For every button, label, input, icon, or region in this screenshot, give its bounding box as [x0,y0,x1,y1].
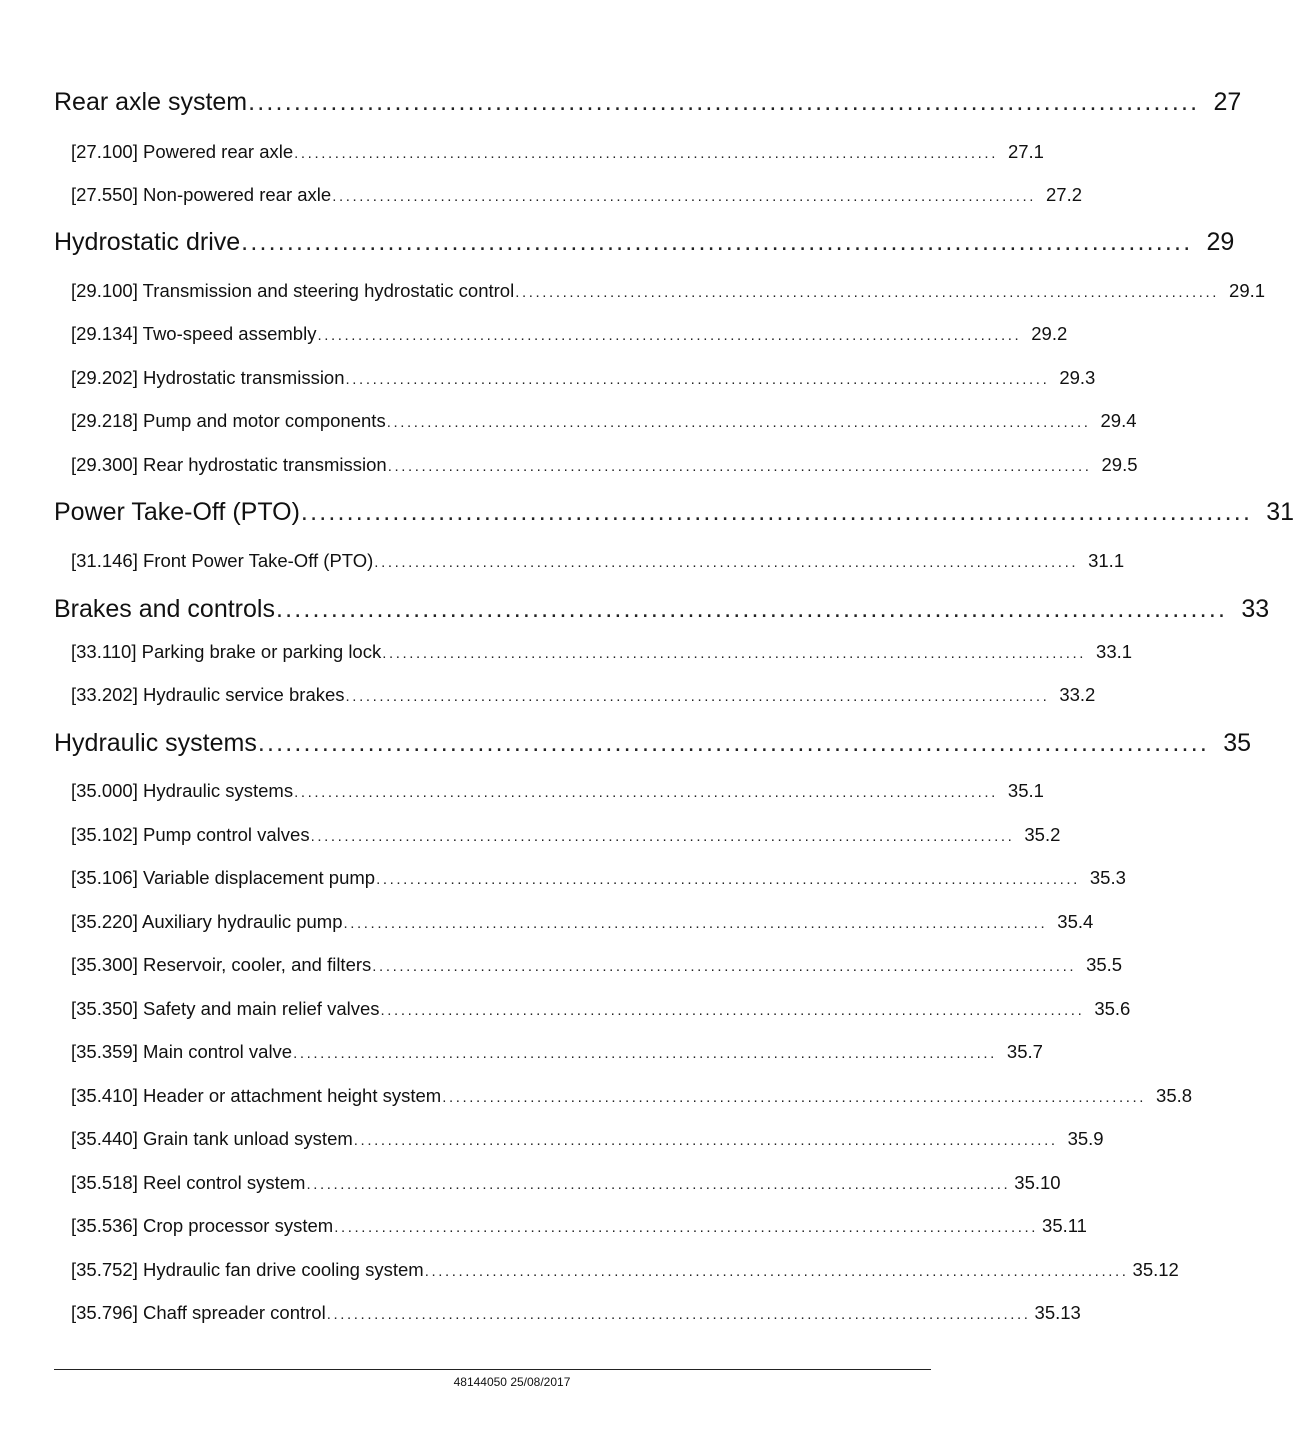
dot-leader: ........................................................................................................ [294,784,998,801]
toc-page-number[interactable]: 29.3 [1059,367,1096,388]
toc-row[interactable] [71,1128,1104,1150]
toc-page-number[interactable]: 35.5 [1086,954,1123,975]
dot-leader: ........................................................................................................ [332,188,1037,205]
toc-page-number[interactable]: 27.2 [1046,184,1083,205]
footer-rule [54,1369,931,1370]
toc-row[interactable] [71,1172,1061,1194]
toc-row[interactable] [71,1085,1193,1107]
toc-title[interactable]: Brakes and controls [54,595,275,623]
toc-row[interactable] [71,1215,1087,1237]
dot-leader: ........................................................................................................ [372,958,1077,975]
dot-leader: ........................................................................................................ [386,414,1091,431]
toc-page-number[interactable]: 35.11 [1042,1215,1087,1236]
toc-page-number[interactable]: 27 [1213,88,1242,116]
dot-leader: ........................................................................................................ [374,554,1079,571]
toc-title[interactable]: [35.410] Header or attachment height system [71,1085,442,1106]
dot-leader: ........................................................................................................ [241,228,1193,256]
toc-title[interactable]: [35.752] Hydraulic fan drive cooling system [71,1259,424,1280]
dot-leader: ........................................................................................................ [380,1002,1085,1019]
toc-page-number[interactable]: 35.12 [1132,1259,1179,1280]
toc-title[interactable]: [35.220] Auxiliary hydraulic pump [71,911,343,932]
toc-title[interactable]: [35.440] Grain tank unload system [71,1128,353,1149]
toc-title[interactable]: [29.218] Pump and motor components [71,410,386,431]
dot-leader: ........................................................................................................ [343,915,1048,932]
dot-leader: ........................................................................................................ [306,1176,1011,1193]
toc-title[interactable]: Hydraulic systems [54,729,257,757]
toc-title[interactable]: [31.146] Front Power Take-Off (PTO) [71,550,374,571]
toc-title[interactable]: [29.300] Rear hydrostatic transmission [71,454,387,475]
toc-title[interactable]: [27.100] Powered rear axle [71,141,294,162]
toc-page-number[interactable]: 35.13 [1034,1302,1081,1323]
toc-page-number[interactable]: 35 [1223,729,1251,757]
toc-row[interactable] [54,595,1270,624]
toc-page-number[interactable]: 33.1 [1096,641,1133,662]
dot-leader: ........................................................................................................ [310,828,1015,845]
toc-page-number[interactable]: 35.4 [1057,911,1094,932]
toc-row[interactable] [54,729,1251,758]
toc-title[interactable]: [35.359] Main control valve [71,1041,293,1062]
toc-title[interactable]: [29.134] Two-speed assembly [71,323,317,344]
toc-page-number[interactable]: 35.2 [1024,824,1061,845]
dot-leader: ........................................................................................................ [424,1263,1129,1280]
toc-title[interactable]: Power Take-Off (PTO) [54,498,300,526]
toc-title[interactable]: [29.202] Hydrostatic transmission [71,367,345,388]
dot-leader: ........................................................................................................ [326,1306,1031,1323]
toc-row[interactable] [71,911,1094,933]
dot-leader: ........................................................................................................ [300,498,1253,526]
toc-row[interactable] [71,454,1138,476]
toc-title[interactable]: [35.536] Crop processor system [71,1215,334,1236]
toc-page-number[interactable]: 35.1 [1007,780,1044,801]
toc-row[interactable] [71,550,1125,572]
toc-page-number[interactable]: 29.5 [1101,454,1138,475]
toc-page-number[interactable]: 35.9 [1067,1128,1104,1149]
dot-leader: ........................................................................................................ [294,145,998,162]
toc-page-number[interactable]: 35.3 [1089,867,1126,888]
toc-title[interactable]: [33.202] Hydraulic service brakes [71,684,345,705]
toc-row[interactable] [71,141,1044,163]
toc-row[interactable] [71,1041,1043,1063]
dot-leader: ........................................................................................................ [293,1045,997,1062]
toc-title[interactable]: [35.350] Safety and main relief valves [71,998,380,1019]
toc-title[interactable]: [35.000] Hydraulic systems [71,780,294,801]
dot-leader: ........................................................................................................ [353,1132,1058,1149]
dot-leader: ........................................................................................................ [257,729,1209,757]
toc-title[interactable]: [35.300] Reservoir, cooler, and filters [71,954,372,975]
toc-page-number[interactable]: 31.1 [1088,550,1125,571]
toc-title[interactable]: [35.518] Reel control system [71,1172,306,1193]
footer-doc-id: 48144050 25/08/2017 [453,1375,571,1389]
toc-row[interactable] [71,824,1061,846]
toc-page-number[interactable]: 31 [1266,498,1294,526]
toc-page-number[interactable]: 29 [1206,228,1235,256]
toc-title[interactable]: [33.110] Parking brake or parking lock [71,641,382,662]
dot-leader: ........................................................................................................ [442,1089,1147,1106]
toc-row[interactable] [71,867,1126,889]
toc-row[interactable] [71,184,1083,206]
toc-title[interactable]: [35.106] Variable displacement pump [71,867,376,888]
toc-row[interactable] [71,323,1068,345]
toc-row[interactable] [71,367,1096,389]
dot-leader: ........................................................................................................ [382,645,1087,662]
dot-leader: ........................................................................................................ [317,327,1022,344]
toc-row[interactable] [71,641,1133,663]
toc-title[interactable]: [35.796] Chaff spreader control [71,1302,326,1323]
toc-row[interactable] [54,498,1294,527]
toc-page-number[interactable]: 29.2 [1031,323,1068,344]
toc-row[interactable] [71,1302,1081,1324]
toc-page-number[interactable]: 35.7 [1006,1041,1043,1062]
toc-row[interactable] [71,410,1137,432]
toc-title[interactable]: Hydrostatic drive [54,228,241,256]
toc-row[interactable] [71,280,1266,302]
toc-row[interactable] [54,88,1242,117]
toc-row[interactable] [54,228,1235,257]
toc-row[interactable] [71,954,1123,976]
toc-row[interactable] [71,684,1096,706]
toc-page-number[interactable]: 33 [1241,595,1270,623]
dot-leader: ........................................................................................................ [376,871,1080,888]
toc-title[interactable]: [35.102] Pump control valves [71,824,310,845]
dot-leader: ........................................................................................................ [345,371,1050,388]
toc-page-number[interactable]: 35.6 [1094,998,1131,1019]
toc-page-number[interactable]: 35.8 [1156,1085,1193,1106]
toc-title[interactable]: [29.100] Transmission and steering hydrostatic control [71,280,515,301]
toc-row[interactable] [71,998,1131,1020]
dot-leader: ........................................................................................................ [345,688,1050,705]
dot-leader: ........................................................................................................ [515,284,1220,301]
toc-title[interactable]: Rear axle system [54,88,248,116]
toc-row[interactable] [71,780,1044,802]
toc-page-number[interactable]: 35.10 [1014,1172,1061,1193]
toc-page-number[interactable]: 29.4 [1100,410,1137,431]
dot-leader: ........................................................................................................ [275,595,1228,623]
toc-page-number[interactable]: 27.1 [1007,141,1044,162]
toc-page-number[interactable]: 29.1 [1229,280,1266,301]
dot-leader: ........................................................................................................ [248,88,1200,116]
toc-page-number[interactable]: 33.2 [1059,684,1096,705]
toc-row[interactable] [71,1259,1179,1281]
toc-title[interactable]: [27.550] Non-powered rear axle [71,184,332,205]
dot-leader: ........................................................................................................ [334,1219,1039,1236]
dot-leader: ........................................................................................................ [387,458,1092,475]
